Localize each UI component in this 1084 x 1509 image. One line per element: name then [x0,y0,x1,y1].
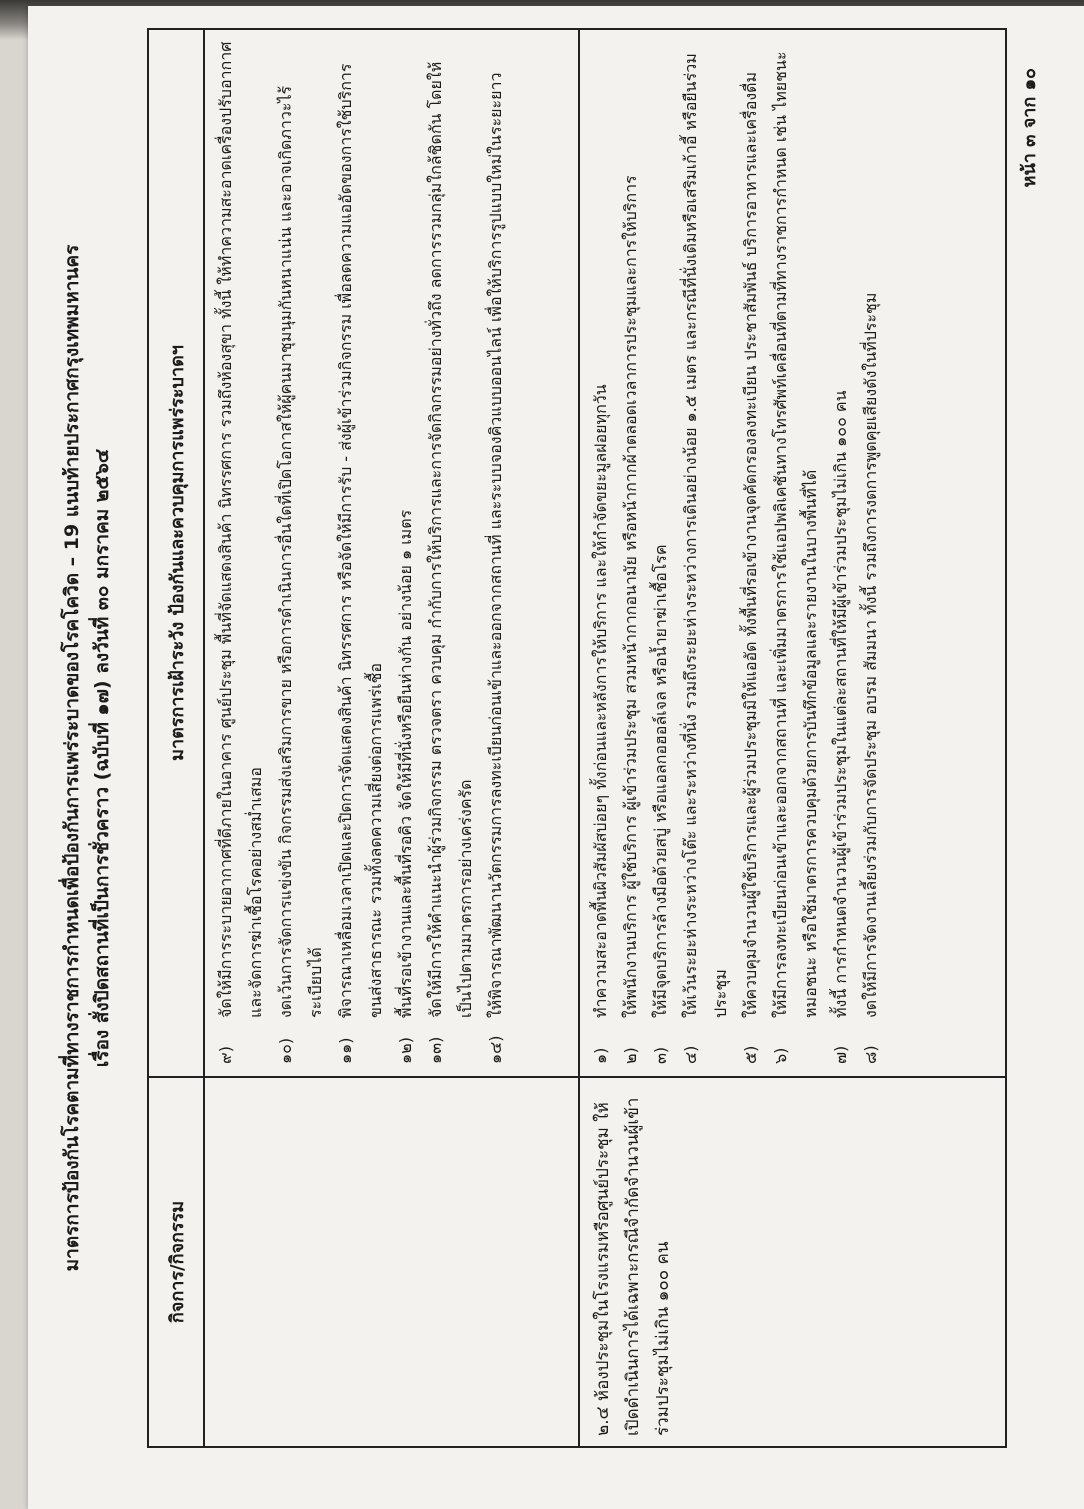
measure-number: ๑๒) [396,1036,415,1064]
measure-number: ๕) [741,1045,760,1064]
rotated-page [51,28,1061,1488]
measure-number: ๔) [681,1045,700,1064]
measure-item [271,40,331,1064]
measure-item [616,40,646,1064]
activity-column-header: กิจการ/กิจกรรม [149,1078,205,1446]
header-line-2: เรื่อง สั่งปิดสถานที่เป็นการชั่วคราว (ฉบับที่ ๑๗) ลงวันที่ ๓๐ มกราคม ๒๕๖๔ [91,448,113,1067]
measure-number: ๘) [861,1044,880,1064]
row1-activity-cell [205,1078,580,1446]
measure-number: ๓) [651,1046,670,1064]
measure-item [481,40,511,1064]
measure-item [856,40,886,1064]
measure-text: งดเว้นการจัดการแข่งขัน กิจกรรมส่งเสริมการขาย หรือการดำเนินการอื่นใดที่เปิดโอกาสให้ผู้คนมาชุมนุมกันหนาแน่น และอาจเกิดภาวะไร้ระเบียบได้ [276,85,325,1018]
measure-item [826,40,856,1064]
row1-measures-list [205,30,511,1076]
measures-column-header: มาตรการเฝ้าระวัง ป้องกันและควบคุมการแพร่ระบาดฯ [149,30,205,1076]
measure-text: ให้พิจารณาพัฒนานวัตกรรมการลงทะเบียนก่อนเข้าและออกจากสถานที่ และระบบจองคิวแบบออนไลน์ เพื่อให้บริการรูปแบบใหม่ในระยะยาว [486,72,505,1018]
measure-number: ๑๓) [426,1036,445,1064]
document-sheet [28,6,1084,1509]
measure-number: ๑๐) [276,1037,295,1064]
measure-item [421,40,481,1064]
measure-item [766,40,826,1064]
measure-number: ๗) [831,1045,850,1064]
activity-column [149,1076,1005,1446]
measure-text: พิจารณาเหลื่อมเวลาเปิดและปิดการจัดแสดงสินค้า นิทรรศการ หรือจัดให้มีการรับ - ส่งผู้เข้าร่วมกิจกรรม เพื่อลดความแออัดของการใช้บริการขนส่งสาธารณะ รวมทั้งลดความเสี่ยงต่อการแพร่เชื้อ [336,63,385,1018]
row2-measures-cell [580,30,1005,1076]
row1-measures-cell [205,30,580,1076]
measure-item [646,40,676,1064]
row2-activity-text: ๒.๔ ห้องประชุมในโรงแรมหรือศูนย์ประชุม ให้เปิดดำเนินการได้เฉพาะกรณีจำกัดจำนวนผู้เข้าร่วมประชุมไม่เกิน ๑๐๐ คน [593,1097,673,1436]
measures-column [149,30,1005,1076]
measure-item [676,40,736,1064]
measure-text: จัดให้มีการให้คำแนะนำผู้ร่วมกิจกรรม ตรวจตรา ควบคุม กำกับการให้บริการและการจัดกิจกรรมอย่างทั่วถึง ลดการรวมกลุ่มใกล้ชิดกัน โดยให้เป็นไปตามมาตรการอย่างเคร่งครัด [426,61,475,1018]
measure-item [391,40,421,1064]
measure-text: พื้นที่รอเข้างานและพื้นที่รอคิว จัดให้มีที่นั่งหรือยืนห่างกัน อย่างน้อย ๑ เมตร [396,509,415,1018]
row2-measures-list [580,30,886,1076]
measure-text: ให้มีการลงทะเบียนก่อนเข้าและออกจากสถานที่ และเพิ่มมาตรการใช้แอปพลิเคชันทางโทรศัพท์เคลื่อนที่ตามที่ทางราชการกำหนด เช่น ไทยชนะ หมอชนะ หรือใช้มาตรการควบคุมด้วยการบันทึกข้อมูลและรายงานในบางพื้นที่ได้ [771,50,820,1018]
row2-activity-cell [580,1078,1005,1446]
measure-text: จัดให้มีการระบายอากาศที่ดีภายในอาคาร ศูนย์ประชุม พื้นที่จัดแสดงสินค้า นิทรรศการ รวมถึงห้องสุขา ทั้งนี้ ให้ทำความสะอาดเครื่องปรับอากาศ และจัดการฆ่าเชื้อโรคอย่างสม่ำเสมอ [216,41,265,1018]
measure-item [211,40,271,1064]
measure-text: ทั้งนี้ การกำหนดจำนวนผู้เข้าร่วมประชุมในแต่ละสถานที่ให้มีผู้เข้าร่วมประชุมไม่เกิน ๑๐๐ คน [831,389,850,1018]
measure-item [331,40,391,1064]
measure-number: ๑) [591,1047,610,1064]
measure-number: ๙) [216,1045,235,1064]
measure-text: ทำความสะอาดพื้นผิวสัมผัสบ่อยๆ ทั้งก่อนและหลังการให้บริการ และให้กำจัดขยะมูลฝอยทุกวัน [591,383,610,1018]
measure-text: ให้เว้นระยะห่างระหว่างโต๊ะ และระหว่างที่นั่ง รวมถึงระยะห่างระหว่างการเดินอย่างน้อย ๑.๕ เมตร และกรณีที่นั่งเดิมหรือเสริมเก้าอี้ หรือยืนร่วมประชุม [681,52,730,1018]
measure-text: งดให้มีการจัดงานเลี้ยงร่วมกับการจัดประชุม อบรม สัมมนา ทั้งนี้ รวมถึงการงดการพูดคุยเสียงดังในที่ประชุม [861,292,880,1018]
measure-item [586,40,616,1064]
measure-text: ให้มีจุดบริการล้างมือด้วยสบู่ หรือแอลกอฮอล์เจล หรือน้ำยาฆ่าเชื้อโรค [651,543,670,1018]
page-number: หน้า ๓ จาก ๑๐ [1019,67,1040,187]
measure-number: ๑๔) [486,1034,505,1064]
measures-table [147,28,1007,1448]
measure-number: ๖) [771,1047,790,1064]
measure-item [736,40,766,1064]
measure-number: ๒) [621,1046,640,1064]
measure-text: ให้พนักงานบริการ ผู้ใช้บริการ ผู้เข้าร่วมประชุม สวมหน้ากากอนามัย หรือหน้ากากผ้าตลอดเวลาการประชุมและการให้บริการ [621,174,640,1018]
header-line-1: มาตรการป้องกันโรคตามที่ทางราชการกำหนดเพื่อป้องกันการแพร่ระบาดของโรคโควิด – 19 แนบท้ายประกาศกรุงเทพมหานคร [61,244,83,1271]
document-header [57,28,117,1488]
measure-text: ให้ควบคุมจำนวนผู้ใช้บริการและผู้ร่วมประชุมมิให้แออัด ทั้งพื้นที่รอเข้างานจุดคัดกรองลงทะเบียน ประชาสัมพันธ์ บริการอาหารและเครื่องดื่ม [741,71,760,1018]
measure-number: ๑๑) [336,1036,355,1064]
